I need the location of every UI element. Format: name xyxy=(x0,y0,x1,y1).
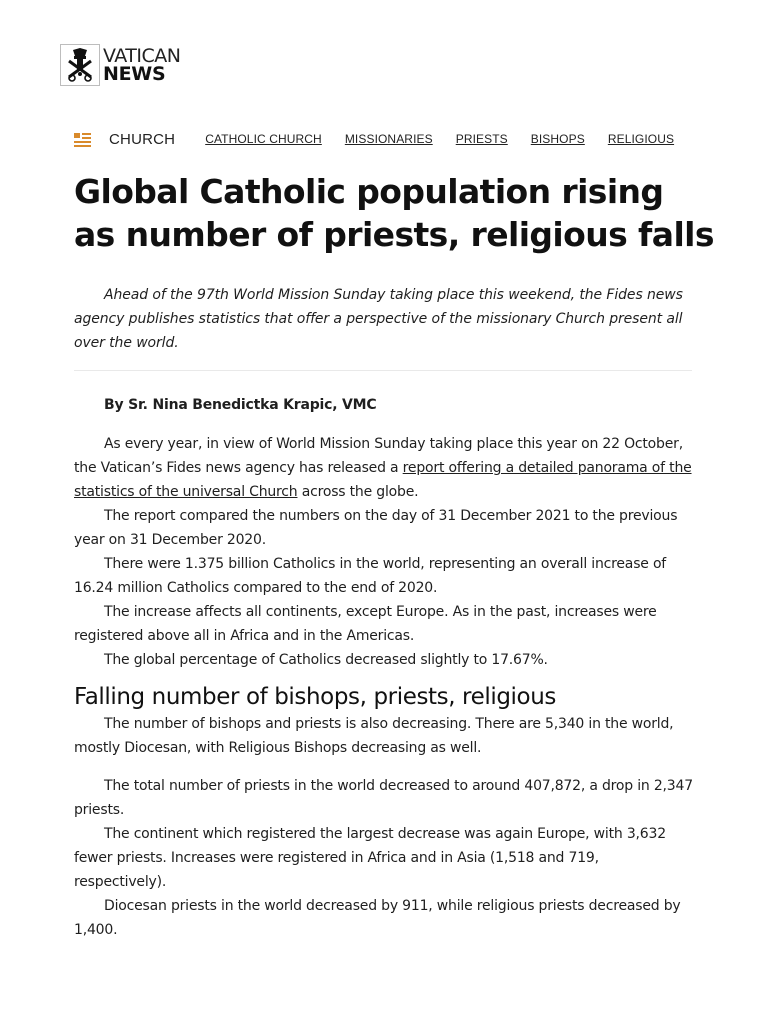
paragraph-9: Diocesan priests in the world decreased by 911, while religious priests decreased by 1,400. xyxy=(74,898,681,938)
paragraph-3: There were 1.375 billion Catholics in the world, representing an overall increase of 16.24 million Catholics compared to the end of 2020. xyxy=(74,556,667,596)
papal-emblem-icon xyxy=(60,44,100,86)
category-row xyxy=(74,128,697,150)
paragraph-1-start: As every year, in view of World Mission Sunday taking place this year on 22 October, the Vatican’s Fides news agency has released a xyxy=(74,436,683,476)
tag-bishops[interactable]: BISHOPS xyxy=(530,132,585,146)
article-body-section-1 xyxy=(74,432,694,672)
report-link[interactable]: report offering a detailed panorama of the statistics of the universal Church xyxy=(74,460,692,500)
article-lead: Ahead of the 97th World Mission Sunday taking place this weekend, the Fides news agency publishes statistics that offer a perspective of the missionary Church present all over the world. xyxy=(74,287,683,351)
logo-line1: VATICAN xyxy=(103,45,181,67)
logo-wordmark xyxy=(103,46,181,84)
logo-line2: NEWS xyxy=(103,63,166,85)
byline-text: By Sr. Nina Benedictka Krapic, VMC xyxy=(104,397,377,413)
article-body-section-2 xyxy=(74,712,694,760)
paragraph-6: The number of bishops and priests is also decreasing. There are 5,340 in the world, mostly Diocesan, with Religious Bishops decreasing as well. xyxy=(74,716,674,756)
article-title: Global Catholic population rising as number of priests, religious falls xyxy=(74,172,714,254)
tag-priests[interactable]: PRIESTS xyxy=(455,132,508,146)
paragraph-4: The increase affects all continents, except Europe. As in the past, increases were registered above all in Africa and in the Americas. xyxy=(74,604,657,644)
category-label[interactable]: CHURCH xyxy=(109,130,176,148)
tag-religious[interactable]: RELIGIOUS xyxy=(607,132,675,146)
section-heading: Falling number of bishops, priests, religious xyxy=(74,684,556,710)
tag-catholic-church[interactable]: CATHOLIC CHURCH xyxy=(205,132,322,146)
paragraph-5: The global percentage of Catholics decreased slightly to 17.67%. xyxy=(104,652,548,668)
news-list-icon xyxy=(74,131,92,147)
paragraph-1 xyxy=(74,432,694,504)
byline xyxy=(74,393,694,417)
paragraph-7: The total number of priests in the world decreased to around 407,872, a drop in 2,347 priests. xyxy=(74,778,693,818)
vatican-news-logo[interactable] xyxy=(60,44,181,86)
paragraph-1-end: across the globe. xyxy=(297,484,419,500)
tag-missionaries[interactable]: MISSIONARIES xyxy=(344,132,433,146)
lead-divider xyxy=(74,370,692,371)
article-body-section-3 xyxy=(74,774,694,942)
tag-list xyxy=(205,132,697,146)
paragraph-8: The continent which registered the largest decrease was again Europe, with 3,632 fewer priests. Increases were registered in Africa and in Asia (1,518 and 719, respectively). xyxy=(74,826,666,890)
paragraph-2: The report compared the numbers on the day of 31 December 2021 to the previous year on 31 December 2020. xyxy=(74,508,678,548)
